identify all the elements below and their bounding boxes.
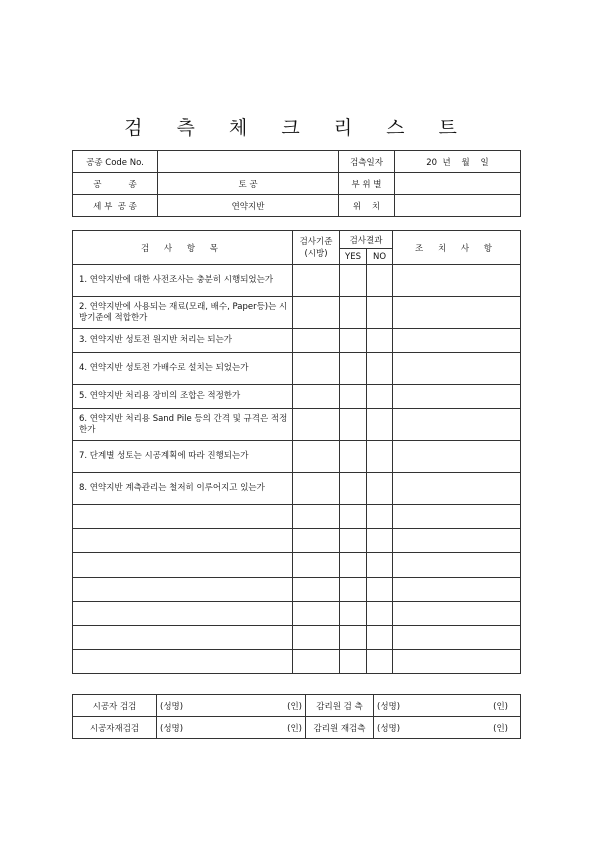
- blank-item-cell[interactable]: [73, 625, 293, 649]
- header-criteria: [293, 231, 340, 265]
- criteria-cell[interactable]: [293, 329, 340, 353]
- checklist-row: [73, 353, 521, 385]
- header-items: 검 사 항 목: [73, 231, 293, 265]
- yes-cell[interactable]: [340, 441, 367, 473]
- criteria-cell[interactable]: [293, 505, 340, 529]
- checklist-blank-row: [73, 601, 521, 625]
- action-cell[interactable]: [393, 505, 521, 529]
- checklist-item-text: 4. 연약지반 성토전 가배수로 설치는 되었는가: [73, 353, 293, 385]
- supervisor-inspector-name[interactable]: (성명): [374, 695, 462, 717]
- checklist-row: [73, 441, 521, 473]
- checklist-blank-row: [73, 650, 521, 674]
- action-cell[interactable]: [393, 625, 521, 649]
- yes-cell[interactable]: [340, 505, 367, 529]
- contractor-reinspector-label: 시공자재검검: [73, 717, 157, 739]
- contractor-reinspector-seal[interactable]: (인): [232, 717, 306, 739]
- work-value[interactable]: 토 공: [158, 173, 339, 195]
- yes-cell[interactable]: [340, 385, 367, 409]
- checklist-blank-row: [73, 505, 521, 529]
- header-criteria-line2: (시방): [304, 248, 328, 259]
- checklist-blank-row: [73, 529, 521, 553]
- no-cell[interactable]: [367, 553, 393, 577]
- location-label: 위 치: [339, 195, 395, 217]
- checklist-item-text: 2. 연약지반에 사용되는 재료(모래, 배수, Paper등)는 시방기준에 적합한가: [73, 297, 293, 329]
- criteria-cell[interactable]: [293, 409, 340, 441]
- header-yes: YES: [340, 249, 367, 265]
- criteria-cell[interactable]: [293, 577, 340, 601]
- part-value[interactable]: [395, 173, 521, 195]
- checklist-table: [72, 230, 521, 674]
- yes-cell[interactable]: [340, 265, 367, 297]
- action-cell[interactable]: [393, 577, 521, 601]
- yes-cell[interactable]: [340, 297, 367, 329]
- checklist-blank-row: [73, 577, 521, 601]
- criteria-cell[interactable]: [293, 297, 340, 329]
- supervisor-inspector-label: 감리원 검 측: [306, 695, 374, 717]
- criteria-cell[interactable]: [293, 601, 340, 625]
- no-cell[interactable]: [367, 353, 393, 385]
- supervisor-reinspector-seal[interactable]: (인): [462, 717, 521, 739]
- no-cell[interactable]: [367, 601, 393, 625]
- criteria-cell[interactable]: [293, 385, 340, 409]
- contractor-inspector-name[interactable]: (성명): [157, 695, 232, 717]
- yes-cell[interactable]: [340, 473, 367, 505]
- checklist-row: [73, 265, 521, 297]
- work-label: 공 종: [73, 173, 158, 195]
- action-cell[interactable]: [393, 601, 521, 625]
- checklist-row: [73, 329, 521, 353]
- no-cell[interactable]: [367, 441, 393, 473]
- yes-cell[interactable]: [340, 553, 367, 577]
- no-cell[interactable]: [367, 650, 393, 674]
- contractor-inspector-seal[interactable]: (인): [232, 695, 306, 717]
- page-title: 검 측 체 크 리 스 트: [124, 117, 471, 139]
- blank-item-cell[interactable]: [73, 529, 293, 553]
- checklist-item-text: 5. 연약지반 처리용 장비의 조합은 적정한가: [73, 385, 293, 409]
- detail-label: 세 부 공 종: [73, 195, 158, 217]
- no-cell[interactable]: [367, 529, 393, 553]
- blank-item-cell[interactable]: [73, 577, 293, 601]
- no-cell[interactable]: [367, 625, 393, 649]
- detail-value[interactable]: 연약지반: [158, 195, 339, 217]
- checklist-item-text: 8. 연약지반 계측관리는 철저히 이루어지고 있는가: [73, 473, 293, 505]
- date-label: 검측일자: [339, 151, 395, 173]
- yes-cell[interactable]: [340, 529, 367, 553]
- no-cell[interactable]: [367, 385, 393, 409]
- supervisor-reinspector-name[interactable]: (성명): [374, 717, 462, 739]
- yes-cell[interactable]: [340, 577, 367, 601]
- no-cell[interactable]: [367, 329, 393, 353]
- action-cell[interactable]: [393, 385, 521, 409]
- supervisor-reinspector-label: 감리원 재검측: [306, 717, 374, 739]
- contractor-reinspector-name[interactable]: (성명): [157, 717, 232, 739]
- action-cell[interactable]: [393, 529, 521, 553]
- no-cell[interactable]: [367, 505, 393, 529]
- yes-cell[interactable]: [340, 329, 367, 353]
- no-cell[interactable]: [367, 265, 393, 297]
- criteria-cell[interactable]: [293, 529, 340, 553]
- checklist-item-text: 6. 연약지반 처리용 Sand Pile 등의 간격 및 규격은 적정한가: [73, 409, 293, 441]
- blank-item-cell[interactable]: [73, 601, 293, 625]
- blank-item-cell[interactable]: [73, 553, 293, 577]
- header-no: NO: [367, 249, 393, 265]
- checklist-row: [73, 297, 521, 329]
- checklist-row: [73, 385, 521, 409]
- yes-cell[interactable]: [340, 650, 367, 674]
- header-result: 검사결과: [340, 231, 393, 249]
- criteria-cell[interactable]: [293, 353, 340, 385]
- checklist-item-text: 3. 연약지반 성토전 원지반 처리는 되는가: [73, 329, 293, 353]
- checklist-body: [73, 265, 521, 674]
- no-cell[interactable]: [367, 409, 393, 441]
- yes-cell[interactable]: [340, 353, 367, 385]
- action-cell[interactable]: [393, 473, 521, 505]
- criteria-cell[interactable]: [293, 625, 340, 649]
- yes-cell[interactable]: [340, 601, 367, 625]
- no-cell[interactable]: [367, 473, 393, 505]
- action-cell[interactable]: [393, 265, 521, 297]
- code-value[interactable]: [158, 151, 339, 173]
- header-criteria-line1: 검사기준: [299, 236, 333, 247]
- checklist-blank-row: [73, 625, 521, 649]
- action-cell[interactable]: [393, 650, 521, 674]
- location-value[interactable]: [395, 195, 521, 217]
- action-cell[interactable]: [393, 409, 521, 441]
- supervisor-inspector-seal[interactable]: (인): [462, 695, 521, 717]
- checklist-row: [73, 473, 521, 505]
- action-cell[interactable]: [393, 329, 521, 353]
- criteria-cell[interactable]: [293, 265, 340, 297]
- checklist-blank-row: [73, 553, 521, 577]
- blank-item-cell[interactable]: [73, 505, 293, 529]
- action-cell[interactable]: [393, 441, 521, 473]
- checklist-item-text: 7. 단계별 성토는 시공계획에 따라 진행되는가: [73, 441, 293, 473]
- yes-cell[interactable]: [340, 409, 367, 441]
- date-value[interactable]: 20 년 월 일: [395, 151, 521, 173]
- header-action: 조 치 사 항: [393, 231, 521, 265]
- criteria-cell[interactable]: [293, 553, 340, 577]
- yes-cell[interactable]: [340, 625, 367, 649]
- contractor-inspector-label: 시공자 검검: [73, 695, 157, 717]
- action-cell[interactable]: [393, 297, 521, 329]
- criteria-cell[interactable]: [293, 441, 340, 473]
- info-table: [72, 150, 521, 217]
- signature-table: [72, 694, 521, 739]
- code-label: 공종 Code No.: [73, 151, 158, 173]
- no-cell[interactable]: [367, 577, 393, 601]
- criteria-cell[interactable]: [293, 473, 340, 505]
- action-cell[interactable]: [393, 553, 521, 577]
- action-cell[interactable]: [393, 353, 521, 385]
- no-cell[interactable]: [367, 297, 393, 329]
- blank-item-cell[interactable]: [73, 650, 293, 674]
- checklist-item-text: 1. 연약지반에 대한 사전조사는 충분히 시행되었는가: [73, 265, 293, 297]
- checklist-row: [73, 409, 521, 441]
- criteria-cell[interactable]: [293, 650, 340, 674]
- part-label: 부 위 별: [339, 173, 395, 195]
